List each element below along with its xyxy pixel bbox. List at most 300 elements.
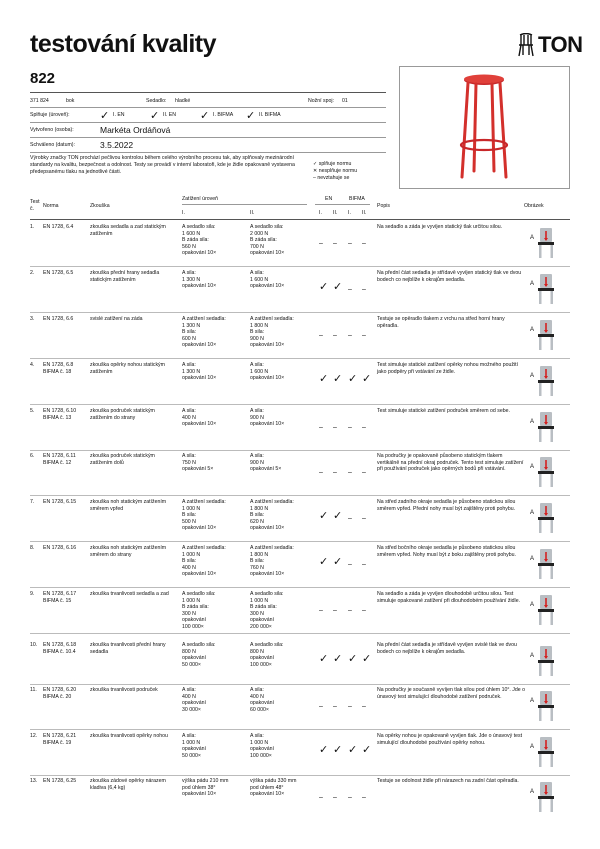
test-name	[90, 778, 170, 791]
load-level-1-line: 1 600 N	[182, 230, 201, 237]
load-level-2-line: opakování 10×	[250, 525, 285, 532]
load-level-2-line: B sila:	[250, 512, 265, 519]
load-level-1-line: A zatížení sedadla:	[182, 316, 226, 322]
test-name	[90, 687, 170, 694]
dash-mark: –	[319, 240, 323, 247]
load-level-2-line: B záda sila:	[250, 237, 277, 244]
svg-text:A: A	[530, 235, 535, 241]
row-divider	[30, 541, 570, 542]
load-level-2-line: 1 600 N	[250, 368, 269, 375]
col-header-l1: I.	[319, 210, 322, 216]
load-level-2-line: 760 N	[250, 564, 264, 571]
load-level-1-line: opakování 10×	[182, 375, 217, 382]
dash-mark: –	[362, 607, 366, 614]
check-icon: ✓	[333, 744, 343, 756]
test-name-line: svislé zatížení na záda	[90, 316, 143, 322]
test-number	[30, 591, 42, 598]
leg-label: Nožní spoj:	[308, 98, 334, 104]
norm	[43, 545, 88, 552]
load-level-1-line: 300 N	[182, 610, 196, 617]
test-name-line: zkouška přední hrany sedadla statickým zatížením	[90, 270, 160, 283]
col-header-norm: Norma	[43, 203, 59, 209]
dash-mark: –	[362, 515, 366, 522]
svg-text:A: A	[530, 327, 535, 333]
legend	[313, 161, 357, 182]
check-icon: ✓	[319, 653, 329, 665]
check-icon: ✓	[333, 653, 343, 665]
test-number	[30, 453, 42, 460]
load-level-2	[250, 778, 316, 798]
load-level-1-line: 600 N	[182, 335, 196, 342]
col-header-test: Test č.	[30, 199, 40, 212]
dash-mark: –	[362, 469, 366, 476]
load-level-2-line: 200 000×	[250, 623, 272, 630]
info-row-code	[30, 94, 386, 108]
check-icon: ✓	[319, 556, 329, 568]
load-level-1-line: opakování 10×	[182, 525, 217, 532]
load-level-2	[250, 316, 316, 349]
load-level-1-line: opakování 5×	[182, 466, 214, 473]
check-icon: ✓	[319, 281, 329, 293]
load-level-1	[182, 733, 248, 759]
norm	[43, 642, 88, 655]
load-level-1-line: B sila:	[182, 558, 197, 565]
test-diagram-icon	[526, 779, 566, 813]
product-code-unit: bok	[66, 98, 75, 104]
dash-mark: –	[333, 240, 337, 247]
norm	[43, 270, 88, 277]
load-level-1-line: 560 N	[182, 243, 196, 250]
description-line: Na přední část sedadla je střídavě vyvíjen statický tlak ve dvou bodech co nejblíže k okrajům sedadla.	[377, 270, 522, 283]
dash-mark: –	[319, 794, 323, 801]
svg-text:A: A	[530, 281, 535, 287]
load-level-2-line: výška pádu 330 mm	[250, 778, 297, 784]
test-name-line: zkouška sedadla a zad statickým zatížením	[90, 224, 166, 237]
load-level-2-line: 900 N	[250, 414, 264, 421]
check-icon: ✓	[362, 744, 372, 756]
load-level-2	[250, 642, 316, 668]
dash-mark: –	[348, 332, 352, 339]
load-level-2-line: 800 N	[250, 648, 264, 655]
norm	[43, 224, 88, 231]
load-level-1-line: opakování	[182, 655, 206, 662]
test-name	[90, 642, 170, 655]
approved-label: Schváleno (datum):	[30, 142, 75, 148]
load-level-2-line: 100 000×	[250, 661, 272, 668]
load-level-2	[250, 733, 316, 759]
norm-line: EN 1728, 6.10	[43, 408, 77, 414]
test-number-line: 6.	[30, 453, 35, 459]
test-name	[90, 362, 170, 375]
load-level-2-line: 1 800 N	[250, 505, 269, 512]
load-level-1-line: pod úhlem 38°	[182, 784, 216, 791]
description-line: Test simuluje statické zatížení opěrky nohou možného použití jako podpěry při vstávání ze židle.	[377, 362, 519, 375]
dash-mark: –	[333, 469, 337, 476]
load-level-1-line: A sedadlo sila:	[182, 224, 216, 230]
load-level-2-line: opakování 10×	[250, 283, 285, 290]
svg-text:A: A	[530, 373, 535, 379]
test-diagram-icon	[526, 225, 566, 259]
load-level-2-line: opakování 10×	[250, 421, 285, 428]
check-icon: ✓	[100, 110, 110, 122]
load-level-2	[250, 270, 316, 290]
test-diagram-icon	[526, 271, 566, 305]
load-level-2-line: A zatížení sedadla:	[250, 545, 294, 551]
check-icon: ✓	[348, 653, 358, 665]
description	[377, 499, 525, 512]
test-diagram-icon	[526, 363, 566, 397]
svg-text:A: A	[530, 602, 535, 608]
description	[377, 778, 525, 785]
test-name-line: zkouška trvanlivosti opěrky nohou	[90, 733, 168, 739]
load-level-1-line: A sila:	[182, 733, 196, 739]
load-level-1-line: B sila:	[182, 512, 197, 519]
load-level-2-line: opakování 5×	[250, 466, 282, 473]
check-icon: ✓	[348, 373, 358, 385]
col-header-test-name: Zkouška	[90, 203, 110, 209]
test-number	[30, 224, 42, 231]
test-name-line: zkouška područek statickým zatížením do strany	[90, 408, 155, 421]
check-icon: ✓	[362, 653, 372, 665]
test-number-line: 4.	[30, 362, 35, 368]
description-line: Na sedadlo a záda je vyvíjen statický tlak určitou silou.	[377, 224, 503, 230]
row-divider	[30, 684, 570, 685]
description	[377, 224, 525, 231]
test-diagram-icon	[526, 546, 566, 580]
test-number	[30, 316, 42, 323]
complies-level-3: I. BIFMA	[213, 112, 234, 118]
description-line: Testuje se odolnost židle při nárazech na zadní část opěradla.	[377, 778, 519, 784]
description	[377, 453, 525, 473]
norm-line: EN 1728, 6.15	[43, 499, 77, 505]
col-header-l3: I.	[348, 210, 351, 216]
load-level-2-line: 700 N	[250, 243, 264, 250]
load-level-2	[250, 687, 316, 713]
load-level-2-line: 1 000 N	[250, 739, 269, 746]
test-number-line: 13.	[30, 778, 38, 784]
test-number	[30, 362, 42, 369]
test-diagram-icon	[526, 643, 566, 677]
load-level-2-line: opakování	[250, 655, 274, 662]
dash-mark: –	[348, 515, 352, 522]
intro-text: Výrobky značky TON prochází pečlivou kontrolou během celého výrobního procesu tak, aby splňovaly mezinárodní standardy na kvalitu, bezpečnost a odolnost. Testy se provádí v interní laboratoři, kde je židle opakovaně vystavena předepsanému tlaku na jednotlivé části.	[30, 155, 295, 176]
test-name	[90, 591, 170, 598]
check-icon: ✓	[319, 373, 329, 385]
load-level-1-line: 400 N	[182, 693, 196, 700]
load-level-2-line: 1 600 N	[250, 276, 269, 283]
load-level-1	[182, 778, 248, 798]
load-level-2-line: 60 000×	[250, 706, 269, 713]
load-level-2-line: opakování 10×	[250, 250, 285, 257]
load-level-1-line: opakování 10×	[182, 342, 217, 349]
test-name	[90, 408, 170, 421]
test-name	[90, 733, 170, 740]
norm-line: EN 1728, 6.8	[43, 362, 74, 368]
info-row-approved	[30, 138, 386, 152]
check-icon: ✓	[333, 281, 343, 293]
dash-mark: –	[362, 332, 366, 339]
load-level-1-line: A sila:	[182, 453, 196, 459]
test-name-line: zkouška područek statickým zatížením dolů	[90, 453, 155, 466]
load-level-1-line: B záda sila:	[182, 604, 209, 611]
load-level-1	[182, 362, 248, 382]
test-name	[90, 545, 170, 558]
load-level-1-line: 1 300 N	[182, 322, 201, 329]
test-number	[30, 270, 42, 277]
load-level-1	[182, 408, 248, 428]
load-level-1-line: opakování 10×	[182, 421, 217, 428]
ton-logo	[516, 32, 583, 58]
dash-mark: –	[348, 561, 352, 568]
logo-text: TON	[538, 32, 583, 57]
row-divider	[30, 312, 570, 313]
test-name	[90, 499, 170, 512]
load-level-1	[182, 316, 248, 349]
complies-level-4: II. BIFMA	[259, 112, 281, 118]
load-level-1-line: 400 N	[182, 564, 196, 571]
load-level-1-line: opakování 10×	[182, 571, 217, 578]
row-divider	[30, 358, 570, 359]
norm-line: BIFMA č. 18	[43, 368, 72, 375]
load-level-1-line: opakování	[182, 700, 206, 707]
description-line: Na sedadlo a záda je vyvíjen dlouhodobě určitou silou. Test simuluje opakované zatížení při dlouhodobém používání židle.	[377, 591, 521, 604]
dash-mark: –	[333, 703, 337, 710]
test-number	[30, 408, 42, 415]
legend-complies: ✓ splňuje normu	[313, 161, 352, 167]
row-divider	[30, 495, 570, 496]
svg-text:A: A	[530, 556, 535, 562]
product-photo	[399, 66, 570, 189]
norm-line: BIFMA č. 13	[43, 414, 72, 421]
norm-line: EN 1728, 6.17	[43, 591, 77, 597]
test-diagram-icon	[526, 688, 566, 722]
test-number	[30, 499, 42, 506]
svg-text:A: A	[530, 698, 535, 704]
test-number-line: 1.	[30, 224, 35, 230]
check-icon: ✓	[200, 110, 210, 122]
description	[377, 545, 525, 558]
test-number-line: 5.	[30, 408, 35, 414]
norm-line: EN 1728, 6.5	[43, 270, 74, 276]
load-level-1-line: B sila:	[182, 329, 197, 336]
legend-not-applicable: – nevztahuje se	[313, 175, 350, 181]
test-number-line: 10.	[30, 642, 38, 648]
load-level-2	[250, 224, 316, 257]
svg-text:A: A	[530, 744, 535, 750]
norm-line: EN 1728, 6.21	[43, 733, 77, 739]
load-level-1-line: B záda sila:	[182, 237, 209, 244]
approved-value: 3.5.2022	[100, 140, 134, 150]
load-level-2-line: A sila:	[250, 270, 264, 276]
load-level-2-line: 1 000 N	[250, 597, 269, 604]
load-level-2-line: 1 800 N	[250, 322, 269, 329]
col-header-l2: II.	[333, 210, 338, 216]
load-level-2-line: B sila:	[250, 558, 265, 565]
row-divider	[30, 729, 570, 730]
norm-line: BIFMA č. 10.4	[43, 648, 76, 655]
test-number-line: 7.	[30, 499, 35, 505]
check-icon: ✓	[348, 744, 358, 756]
norm-line: BIFMA č. 15	[43, 597, 72, 604]
load-level-1	[182, 642, 248, 668]
dash-mark: –	[348, 286, 352, 293]
dash-mark: –	[319, 703, 323, 710]
svg-text:A: A	[530, 464, 535, 470]
test-number-line: 9.	[30, 591, 35, 597]
seat-value: hladké	[175, 98, 191, 104]
load-level-2-line: 300 N	[250, 610, 264, 617]
load-level-1-line: 400 N	[182, 414, 196, 421]
test-number	[30, 778, 42, 785]
load-level-2-line: opakování 10×	[250, 791, 285, 798]
description-line: Na područky je opakovaně působeno statickým tlakem vertikálně na přední okraj područek. Tento test simuluje zatížení při používání područek jako opěrných bodů při vstávání.	[377, 453, 524, 473]
test-name-line: zkouška opěrky nohou statickým zatížením	[90, 362, 165, 375]
svg-text:A: A	[530, 419, 535, 425]
load-level-2-line: A sila:	[250, 362, 264, 368]
test-name-line: zkouška trvanlivosti područek	[90, 687, 158, 693]
test-number-line: 11.	[30, 687, 37, 693]
load-level-1-line: 1 000 N	[182, 597, 201, 604]
description	[377, 362, 525, 375]
complies-level-2: II. EN	[163, 112, 176, 118]
dash-mark: –	[362, 286, 366, 293]
load-level-1-line: A sedadlo sila:	[182, 591, 216, 597]
load-level-2	[250, 362, 316, 382]
load-level-2	[250, 408, 316, 428]
dash-mark: –	[333, 794, 337, 801]
test-name-line: zkouška zádové opěrky nárazem kladiva (6,4 kg)	[90, 778, 166, 791]
test-number	[30, 642, 42, 649]
load-level-2	[250, 545, 316, 578]
load-level-2-line: A sedadlo sila:	[250, 591, 284, 597]
load-level-2-line: opakování	[250, 746, 274, 753]
load-level-2	[250, 591, 316, 631]
col-header-load-2: II.	[250, 210, 255, 216]
description	[377, 270, 525, 283]
load-level-1-line: A zatížení sedadla:	[182, 545, 226, 551]
description-line: Na střed zadního okraje sedadla je působeno statickou silou směrem vpřed. Přední nohy musí být zajištěny proti pohybu.	[377, 499, 516, 512]
norm-line: BIFMA č. 20	[43, 693, 72, 700]
load-level-2-line: B záda sila:	[250, 604, 277, 611]
dash-mark: –	[362, 794, 366, 801]
col-header-l4: II.	[362, 210, 367, 216]
test-diagram-icon	[526, 592, 566, 626]
load-level-1-line: 1 300 N	[182, 368, 201, 375]
description	[377, 642, 525, 655]
test-diagram-icon	[526, 409, 566, 443]
load-level-2-line: A zatížení sedadla:	[250, 316, 294, 322]
load-level-2-line: A sedadlo sila:	[250, 224, 284, 230]
svg-text:A: A	[530, 789, 535, 795]
check-icon: ✓	[333, 556, 343, 568]
col-header-en: EN	[325, 196, 333, 202]
norm	[43, 733, 88, 746]
norm-line: EN 1728, 6.20	[43, 687, 77, 693]
load-level-1-line: 100 000×	[182, 623, 204, 630]
test-name	[90, 453, 170, 466]
description	[377, 316, 525, 329]
load-level-2-line: A sila:	[250, 408, 264, 414]
description-line: Na přední část sedadla je střídavě vyvíjen svislé tlak ve dvou bodech co nejblíže k okrajům sedadla.	[377, 642, 517, 655]
dash-mark: –	[333, 332, 337, 339]
check-icon: ✓	[333, 373, 343, 385]
seat-label: Sedadlo:	[146, 98, 167, 104]
norm-line: BIFMA č. 12	[43, 459, 72, 466]
norm	[43, 687, 88, 700]
load-level-1-line: opakování 10×	[182, 791, 217, 798]
row-divider	[30, 587, 570, 588]
load-level-1-line: 1 300 N	[182, 276, 201, 283]
test-number	[30, 733, 42, 740]
load-level-1-line: 1 000 N	[182, 505, 201, 512]
load-level-1-line: opakování	[182, 617, 206, 624]
load-level-1-line: A sila:	[182, 362, 196, 368]
load-level-1-line: 500 N	[182, 518, 196, 525]
row-divider	[30, 775, 570, 776]
load-level-2-line: opakování	[250, 617, 274, 624]
norm	[43, 499, 88, 506]
load-level-1-line: 30 000×	[182, 706, 201, 713]
test-diagram-icon	[526, 317, 566, 351]
load-level-1	[182, 224, 248, 257]
load-level-1-line: A sila:	[182, 270, 196, 276]
legend-not-complies: ✕ nesplňuje normu	[313, 168, 358, 174]
test-diagram-icon	[526, 454, 566, 488]
load-level-1-line: 50 000×	[182, 752, 201, 759]
test-number-line: 12.	[30, 733, 38, 739]
description	[377, 687, 525, 700]
dash-mark: –	[362, 561, 366, 568]
norm-line: EN 1728, 6.25	[43, 778, 77, 784]
load-level-1-line: 800 N	[182, 648, 196, 655]
load-level-2-line: A zatížení sedadla:	[250, 499, 294, 505]
complies-label: Splňuje (úroveň):	[30, 112, 70, 118]
load-level-2-line: 400 N	[250, 693, 264, 700]
load-level-2	[250, 499, 316, 532]
load-level-2-line: 100 000×	[250, 752, 272, 759]
description	[377, 591, 525, 604]
load-level-2-line: B sila:	[250, 329, 265, 336]
test-number	[30, 545, 42, 552]
dash-mark: –	[362, 240, 366, 247]
load-level-1-line: 750 N	[182, 459, 196, 466]
row-divider	[30, 450, 570, 451]
test-diagram-icon	[526, 500, 566, 534]
load-level-2-line: A sila:	[250, 733, 264, 739]
norm	[43, 408, 88, 421]
description-line: Na područky je současně vyvíjen tlak silou pod úhlem 10°. Jde o únavový test simulující dlouhodobé zatížení područek.	[377, 687, 525, 700]
test-number-line: 3.	[30, 316, 35, 322]
dash-mark: –	[362, 424, 366, 431]
norm	[43, 591, 88, 604]
svg-text:A: A	[530, 510, 535, 516]
load-level-1-line: opakování 10×	[182, 250, 217, 257]
load-level-1-line: 1 000 N	[182, 739, 201, 746]
check-icon: ✓	[319, 744, 329, 756]
row-divider	[30, 633, 570, 634]
norm	[43, 778, 88, 785]
test-name	[90, 270, 170, 283]
test-name-line: zkouška noh statickým zatížením směrem vpřed	[90, 499, 167, 512]
norm-line: EN 1728, 6.6	[43, 316, 74, 322]
load-level-2-line: 620 N	[250, 518, 264, 525]
row-divider	[30, 266, 570, 267]
load-level-2-line: 1 800 N	[250, 551, 269, 558]
load-level-1	[182, 687, 248, 713]
load-level-2-line: opakování 10×	[250, 342, 285, 349]
page-title: testování kvality	[30, 30, 217, 58]
dash-mark: –	[348, 703, 352, 710]
